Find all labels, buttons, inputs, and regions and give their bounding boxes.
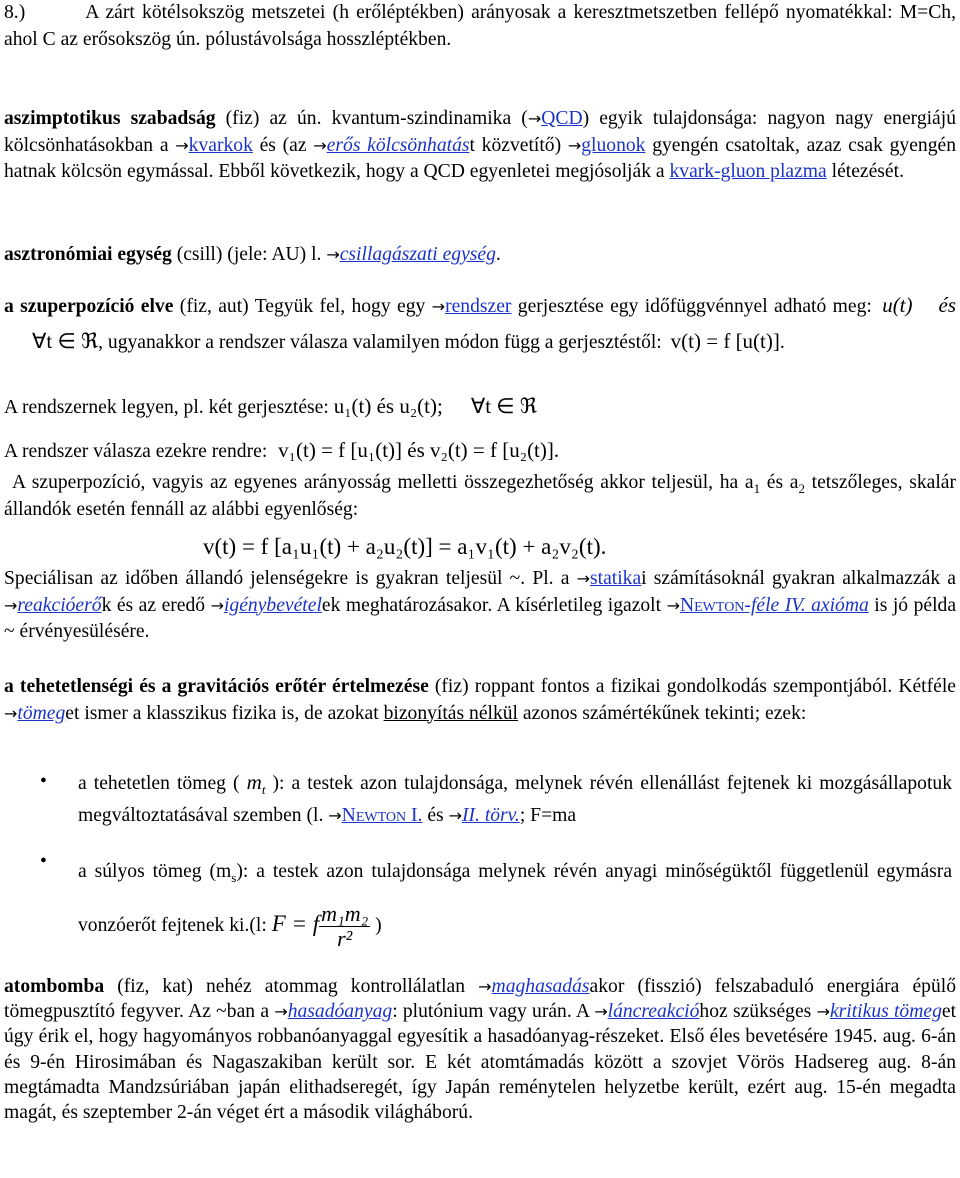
arrow-icon: → bbox=[175, 135, 189, 155]
link-newton-fele-iv-axioma[interactable]: -féle IV. axióma bbox=[744, 594, 869, 616]
arrow-icon: → bbox=[210, 595, 224, 615]
formula-fraction: $\frac{\text{m₁m₂}}{\text{r²}}$ bbox=[321, 901, 369, 951]
entry-term: atombomba bbox=[4, 976, 105, 997]
paragraph-8: 8.) A zárt kötélsokszög metszetei (h erőléptékben) arányosak a keresztmetszetben fellépő nyomatékkal: M=Ch, ahol C az erősokszög ún. pólustávolsága hosszléptékben. bbox=[4, 2, 956, 50]
arrow-icon: → bbox=[567, 135, 582, 155]
link-gluonok[interactable]: gluonok bbox=[581, 134, 646, 156]
link-lancreakcio[interactable]: láncreakció bbox=[607, 1001, 700, 1023]
link-igenybevetel[interactable]: igénybevétel bbox=[223, 594, 322, 616]
item-number: 8.) bbox=[4, 2, 26, 23]
link-statika[interactable]: statika bbox=[590, 568, 642, 589]
link-maghasadas[interactable]: maghasadás bbox=[491, 976, 590, 997]
arrow-icon: → bbox=[666, 595, 680, 615]
formula-v1-v2: v₁(t) = f [u₁(t)] és v₂(t) = f [u₂(t)]. bbox=[278, 438, 560, 462]
entry-tehetetlensegi: a tehetetlenségi és a gravitációs erőtér értelmezése (fiz) roppant fontos a fizikai gondolkodás szempontjából. Kétféle →tömeget ismer a klasszikus fizika is, de azokat bizonyítás nélkül azonos számértékűnek tekinti; ezek: bbox=[4, 676, 956, 724]
link-tomeg[interactable]: tömeg bbox=[17, 702, 66, 724]
arrow-icon: → bbox=[576, 569, 591, 588]
arrow-icon: → bbox=[313, 135, 327, 155]
paragraph-specialisan: Speciálisan az időben állandó jelenségekre is gyakran teljesül ~. Pl. a →statikai számításoknál gyakran alkalmazzák a →reakcióerők és az eredő →igénybevételek meghatározásakor. A kísérletileg igazolt →Newton-féle IV. axióma is jó példa ~ érvényesülésére. bbox=[4, 568, 957, 643]
underlined-text: bizonyítás nélkül bbox=[383, 702, 519, 724]
arrow-icon: → bbox=[448, 806, 462, 825]
bullet-list bbox=[0, 766, 952, 952]
link-reakcioero[interactable]: reakcióerő bbox=[17, 594, 102, 616]
entry-aszimptotikus-szabadsag: aszimptotikus szabadság (fiz) az ún. kvantum-szindinamika (→QCD) egyik tulajdonsága: nagyon nagy energiájú kölcsönhatásokban a →kvarkok és (az →erős kölcsönhatást közvetítő) →gluonok gyengén csatoltak, azaz csak gyengén hatnak kölcsön egymással. Ebből következik, hogy a QCD egyenletei megjósolják a kvark-gluon plazma létezését. bbox=[4, 108, 957, 183]
paragraph-szuperpozicio-feltetel: A szuperpozíció, vagyis az egyenes arányosság melletti összegezhetőség akkor teljesül, ha $a_1$ és $a_2$ tetszőleges, skalár állandók esetén fennáll az alábbi egyenlőség: bbox=[4, 472, 956, 520]
formula-gravitation: F = f bbox=[271, 911, 320, 936]
formula-es: és bbox=[938, 293, 957, 317]
entry-term: a szuperpozíció elve bbox=[4, 296, 174, 317]
link-kvarkok[interactable]: kvarkok bbox=[188, 134, 253, 156]
link-eros-kolcsonhatas[interactable]: erős kölcsönhatás bbox=[326, 134, 470, 156]
arrow-icon: → bbox=[431, 297, 446, 316]
arrow-icon: → bbox=[594, 1002, 608, 1022]
arrow-icon: → bbox=[326, 245, 340, 264]
entry-atombomba: atombomba (fiz, kat) nehéz atommag kontrollálatlan →maghasadásakor (fisszió) felszabaduló energiára épülő tömegpusztító fegyver. Az ~ban a →hasadóanyag: plutónium vagy urán. A →láncreakcióhoz szükséges →kritikus tömeget úgy érik el, hogy hagyományos robbanóanyaggal egyesítik a hasadóanyag-részeket. Első éles bevetésére 1945. aug. 6-án és 9-én Hirosimában és Nagaszakiban került sor. E két atomtámadás között a szovjet Vörös Hadsereg aug. 8-án megtámadta Mandzsúriában japán elithadseregét, így Japán reménytelen helyzetbe került, ezért aug. 15-én megadta magát, és szeptember 2-án véget ért a második világháború. bbox=[4, 976, 957, 1124]
line-valasz: A rendszer válasza ezekre rendre: v₁(t) = f [u₁(t)] és v₂(t) = f [u₂(t)]. bbox=[4, 438, 560, 462]
bullet-icon: • bbox=[40, 771, 47, 792]
bullet-icon: • bbox=[40, 851, 47, 872]
entry-asztronomiai-egyseg: asztronómiai egység (csill) (jele: AU) l. →csillagászati egység. bbox=[4, 244, 501, 265]
entry-szuperpozicio-elve bbox=[4, 288, 956, 360]
link-ii-torv[interactable]: II. törv. bbox=[461, 805, 520, 826]
formula-forall-t: ∀t ∈ ℜ bbox=[32, 329, 99, 353]
link-newton-i[interactable]: Newton I. bbox=[341, 805, 423, 826]
arrow-icon: → bbox=[478, 977, 492, 996]
formula-u-t: u(t) bbox=[882, 293, 913, 317]
link-csillagaszati-egyseg[interactable]: csillagászati egység bbox=[339, 244, 496, 265]
list-item: • a tehetetlen tömeg ( $m_t$ ): a testek azon tulajdonsága, melynek révén ellenállást fejtenek ki mozgásállapotuk megváltoztatásával szemben (l. →Newton I. és →II. törv.; F=ma bbox=[0, 766, 952, 832]
arrow-icon: → bbox=[328, 806, 342, 825]
link-qcd[interactable]: QCD bbox=[541, 108, 583, 129]
link-rendszer[interactable]: rendszer bbox=[445, 296, 512, 317]
formula-v-t: v(t) = f [u(t)] bbox=[670, 329, 780, 353]
arrow-icon: → bbox=[274, 1002, 288, 1022]
line-ket-gerjesztes: A rendszernek legyen, pl. két gerjesztése: u₁(t) és u₂(t); ∀t ∈ ℜ bbox=[4, 394, 537, 418]
arrow-icon: → bbox=[4, 595, 18, 615]
link-newton[interactable]: Newton bbox=[679, 594, 745, 616]
formula-u1-u2: u₁(t) és u₂(t); bbox=[333, 394, 443, 418]
formula-forall-t-2: ∀t ∈ ℜ bbox=[470, 394, 537, 418]
line: a szuperpozíció elve (fiz, aut) Tegyük fel, hogy egy →rendszer gerjesztése egy időfüggvénnyel adható meg: u(t) és∀t ∈ ℜ, ugyanakkor a rendszer válasza valamilyen módon függ a gerjesztéstől: v(t) = f [u(t)]. bbox=[4, 293, 957, 353]
link-hasadoanyag[interactable]: hasadóanyag bbox=[287, 1001, 393, 1023]
entry-term: a tehetetlenségi és a gravitációs erőtér értelmezése bbox=[4, 676, 429, 697]
link-kritikus-tomeg[interactable]: kritikus tömeg bbox=[829, 1001, 942, 1023]
link-kvark-gluon-plazma[interactable]: kvark-gluon plazma bbox=[669, 161, 827, 183]
arrow-icon: → bbox=[527, 109, 542, 128]
equation-superposition: v(t) = f [a₁u₁(t) + a₂u₂(t)] = a₁v₁(t) + a₂v₂(t). bbox=[203, 534, 607, 559]
arrow-icon: → bbox=[4, 703, 18, 723]
arrow-icon: → bbox=[816, 1002, 830, 1022]
entry-term: asztronómiai egység bbox=[4, 244, 172, 265]
entry-term: aszimptotikus szabadság bbox=[4, 108, 216, 129]
list-item: • a súlyos tömeg $(m_s)$: a testek azon tulajdonsága melynek révén anyagi minőségüktől függetlenül egymásra vonzóerőt fejtenek ki.(l: F = f $\frac{\text{m₁m₂}}{\text{r²}}$ ) bbox=[0, 846, 952, 952]
